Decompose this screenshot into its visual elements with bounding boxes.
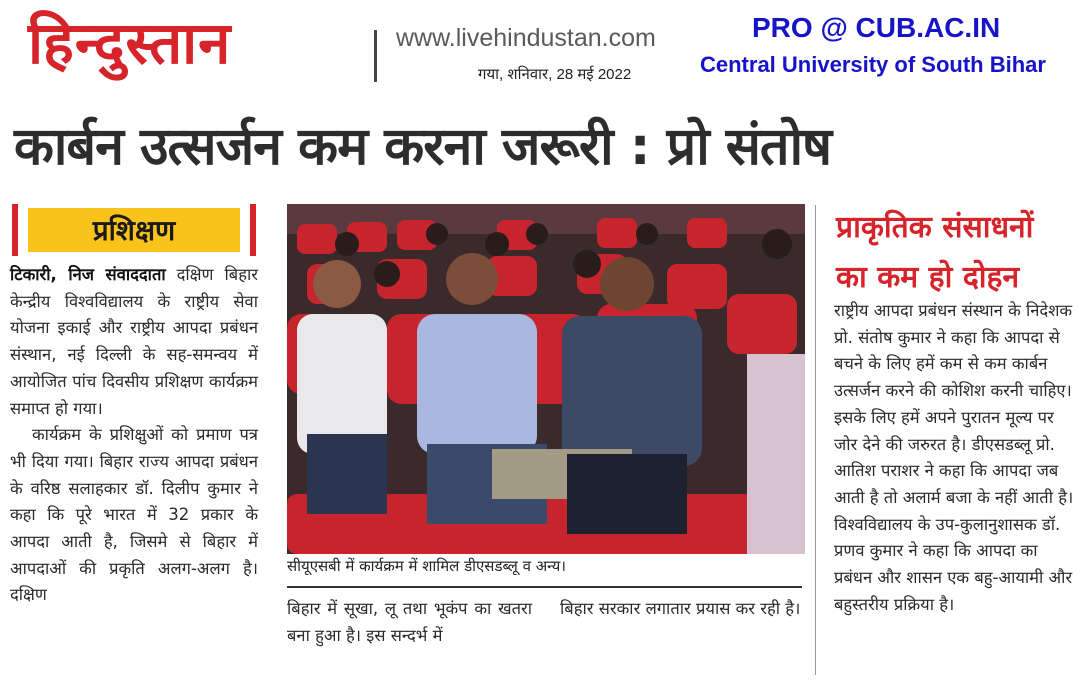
newspaper-url: www.livehindustan.com: [396, 24, 656, 52]
event-photo-illustration: [287, 204, 805, 554]
section-tag-bar-left: [12, 204, 18, 256]
left-paragraph-2: कार्यक्रम के प्रशिक्षुओं को प्रमाण पत्र भी दिया गया। बिहार राज्य आपदा प्रबंधन के वरिष्ठ सलाहकार डॉ. दिलीप कुमार ने कहा कि पूरे भारत में 32 प्रकार के आपदा आती है, जिसमे से बिहार में आपदाओं की प्रकृति अलग-अलग है। दक्षिण: [10, 425, 258, 605]
issue-dateline: गया, शनिवार, 28 मई 2022: [478, 66, 632, 83]
middle-column-2: [560, 596, 810, 623]
source-email: PRO @ CUB.AC.IN: [752, 12, 1001, 43]
section-tag-label: प्रशिक्षण: [92, 214, 176, 247]
article-headline: कार्बन उत्सर्जन कम करना जरूरी : प्रो संतोष: [14, 117, 832, 177]
middle-column-1: [287, 596, 532, 649]
left-paragraph-1: [10, 262, 258, 422]
photo-caption: सीयूएसबी में कार्यक्रम में शामिल डीएसडब्लू व अन्य।: [287, 557, 566, 575]
left-column: [10, 262, 258, 609]
section-tag-box: [28, 208, 240, 252]
column-divider: [815, 205, 816, 675]
section-tag-bar-right: [250, 204, 256, 256]
right-column: [834, 298, 1076, 618]
byline: टिकारी, निज संवाददाता: [10, 265, 166, 284]
caption-divider: [287, 586, 802, 588]
sub-headline-line-1: प्राकृतिक संसाधनों: [836, 210, 1034, 245]
sub-headline-line-2: का कम हो दोहन: [836, 260, 1020, 295]
newspaper-logo: हिन्दुस्तान: [28, 9, 232, 77]
section-tag: [12, 204, 256, 256]
source-institution: Central University of South Bihar: [700, 52, 1046, 77]
middle-column-2-text: बिहार सरकार लगातार प्रयास कर रही है।: [560, 599, 801, 618]
middle-column-1-text: बिहार में सूखा, लू तथा भूकंप का खतरा बना हुआ है। इस सन्दर्भ में: [287, 599, 532, 645]
left-paragraph-1-text: दक्षिण बिहार केन्द्रीय विश्वविद्यालय के राष्ट्रीय सेवा योजना इकाई और राष्ट्रीय आपदा प्रबंधन संस्थान, नई दिल्ली के सह-समन्वय में आयोजित पांच दिवसीय प्रशिक्षण कार्यक्रम समाप्त हो गया।: [10, 265, 258, 418]
masthead-divider: [374, 30, 377, 82]
sub-headline: [836, 203, 1076, 303]
right-column-text: राष्ट्रीय आपदा प्रबंधन संस्थान के निदेशक प्रो. संतोष कुमार ने कहा कि आपदा से बचने के लिए हमें कम से कम कार्बन उत्सर्जन करने की कोशिश करनी चाहिए। इसके लिए हमें अपने पुरातन मूल्य पर जोर देने की जरुरत है। डीएसडब्लू प्रो. आतिश पराशर ने कहा कि आपदा जब आती है तो अलार्म बजा के नहीं आती है। विश्वविद्यालय के उप-कुलानुशासक डॉ. प्रणव कुमार ने कहा कि आपदा का प्रबंधन और शासन एक बहु-आयामी और बहुस्तरीय प्रक्रिया है।: [834, 301, 1074, 614]
event-photo: [287, 204, 805, 554]
